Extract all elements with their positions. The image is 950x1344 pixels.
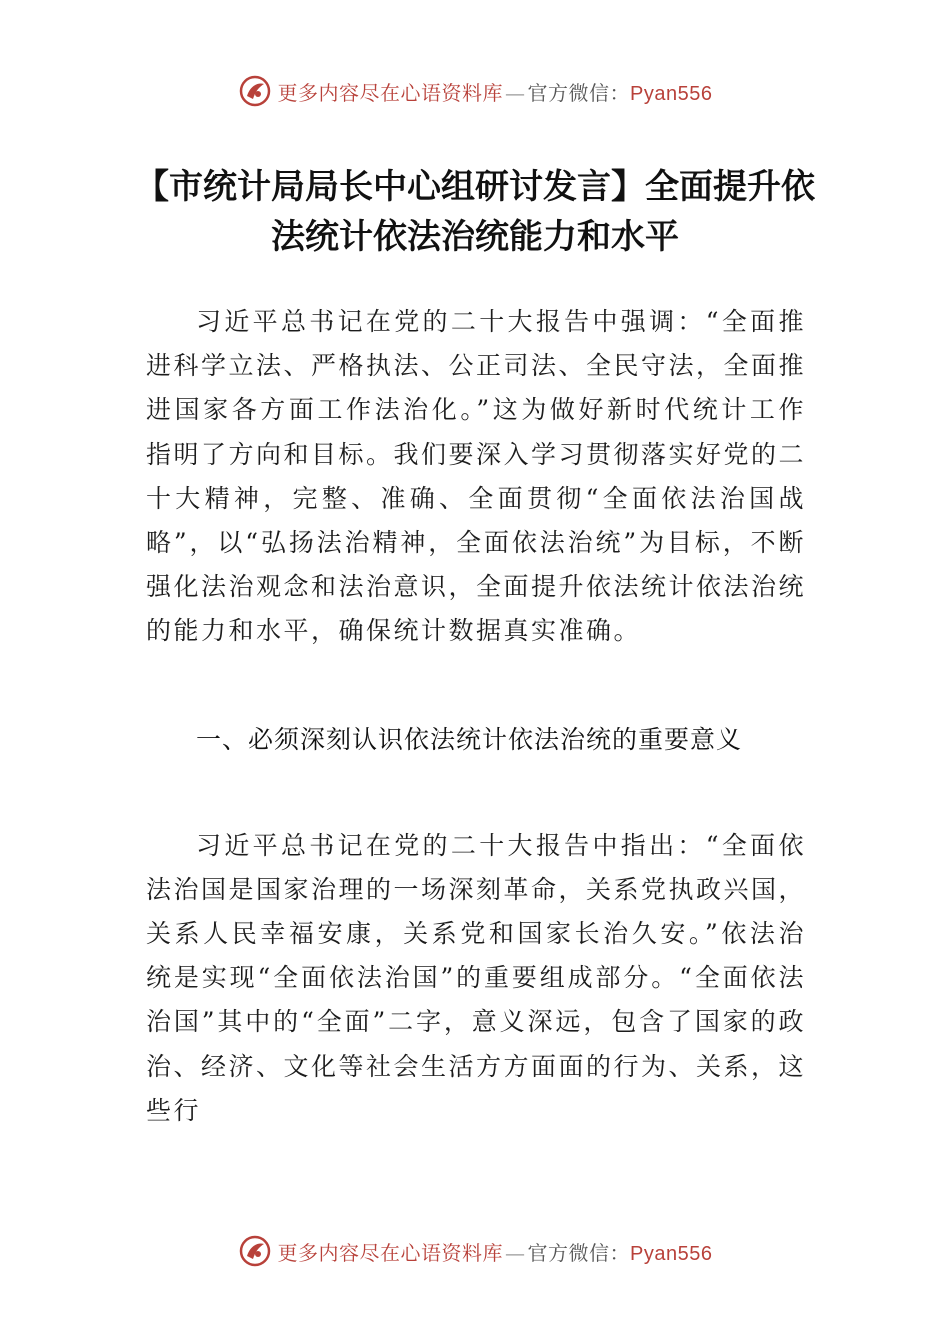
brand-logo-icon bbox=[238, 74, 272, 108]
watermark-wechat-id: Pyan556 bbox=[630, 1242, 713, 1265]
document-title: 【市统计局局长中心组研讨发言】全面提升依法统计依法治统能力和水平 bbox=[135, 167, 815, 257]
watermark-text bbox=[278, 77, 713, 106]
section-heading-1: 一、必须深刻认识依法统计依法治统的重要意义 bbox=[196, 724, 743, 754]
watermark-text bbox=[278, 1237, 713, 1266]
brand-logo-icon bbox=[238, 1234, 272, 1268]
watermark-slogan: 更多内容尽在心语资料库 bbox=[277, 1240, 504, 1265]
watermark-slogan: 更多内容尽在心语资料库 bbox=[277, 80, 504, 105]
watermark-separator: — bbox=[505, 1240, 526, 1265]
paragraph-section-1: 习近平总书记在党的二十大报告中指出：“全面依法治国是国家治理的一场深刻革命，关系党执政兴国，关系人民幸福安康，关系党和国家长治久安。”依法治统是实现“全面依法治国”的重要组成部分。“全面依法治国”其中的“全面”二字，意义深远，包含了国家的政治、经济、文化等社会生活方方面面的行为、关系，这些行 bbox=[146, 830, 807, 1125]
watermark-label: 官方微信： bbox=[527, 80, 631, 105]
watermark-separator: — bbox=[505, 80, 526, 105]
document-body bbox=[146, 300, 806, 1133]
watermark-label: 官方微信： bbox=[527, 1240, 631, 1265]
paragraph-intro: 习近平总书记在党的二十大报告中强调：“全面推进科学立法、严格执法、公正司法、全民守法，全面推进国家各方面工作法治化。”这为做好新时代统计工作指明了方向和目标。我们要深入学习贯彻落实好党的二十大精神，完整、准确、全面贯彻“全面依法治国战略”，以“弘扬法治精神，全面依法治统”为目标，不断强化法治观念和法治意识，全面提升依法统计依法治统的能力和水平，确保统计数据真实准确。 bbox=[146, 307, 807, 646]
footer-watermark bbox=[0, 1234, 950, 1268]
header-watermark bbox=[0, 74, 950, 108]
watermark-wechat-id: Pyan556 bbox=[630, 82, 713, 105]
